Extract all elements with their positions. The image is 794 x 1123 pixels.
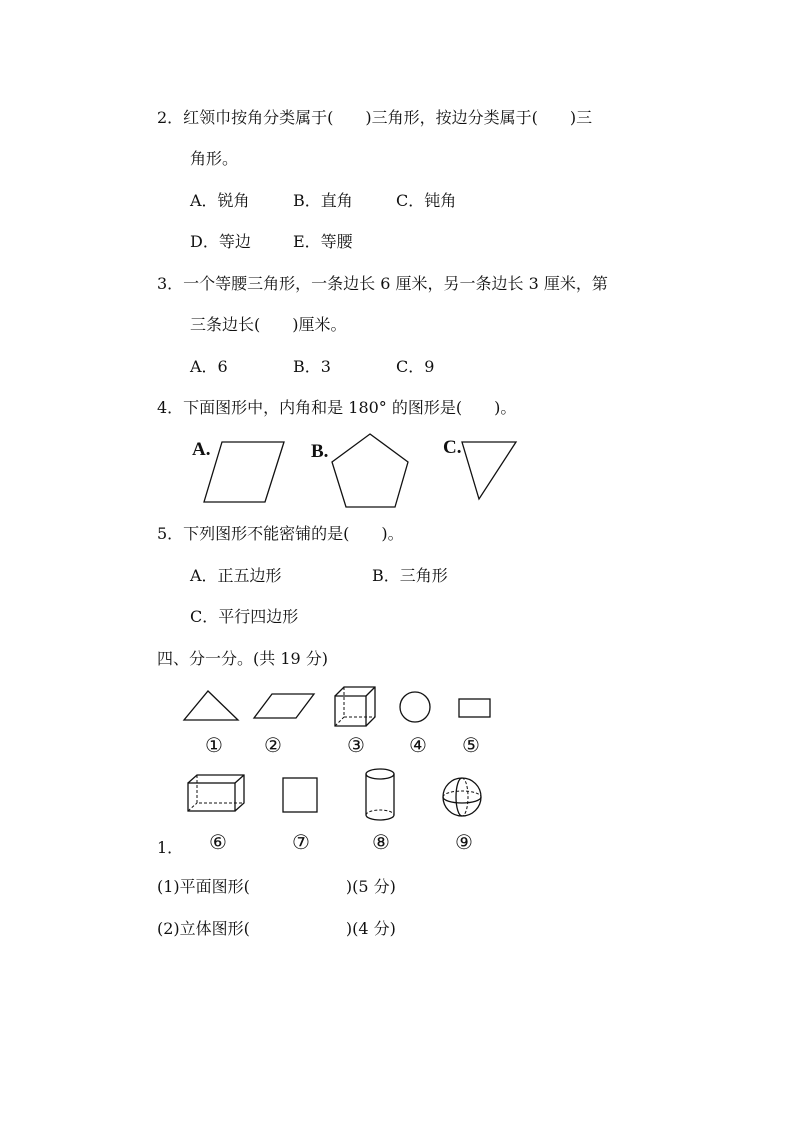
q4-stem: 4．下面图形中，内角和是 180° 的图形是( )。 bbox=[157, 398, 517, 417]
q3-option-b: B．3 bbox=[293, 357, 331, 376]
q3-stem-line1: 3．一个等腰三角形，一条边长 6 厘米，另一条边长 3 厘米，第 bbox=[157, 274, 608, 293]
label-7: ⑦ bbox=[292, 830, 310, 854]
q2-stem-line2: 角形。 bbox=[190, 149, 239, 168]
q3-option-a: A．6 bbox=[190, 357, 228, 376]
q4-label-a: A. bbox=[192, 439, 211, 460]
q5-option-b: B．三角形 bbox=[372, 566, 448, 585]
sub-question-2: (2)立体图形( )(4 分) bbox=[157, 919, 396, 938]
label-4: ④ bbox=[409, 733, 427, 757]
q2-option-c: C．钝角 bbox=[396, 191, 457, 210]
q2-option-a: A．锐角 bbox=[190, 191, 250, 210]
q3-option-c: C．9 bbox=[396, 357, 435, 376]
label-1: ① bbox=[205, 733, 223, 757]
label-3: ③ bbox=[347, 733, 365, 757]
q4-label-c: C. bbox=[443, 437, 462, 458]
q1-number: 1． bbox=[157, 838, 184, 857]
sub-question-1: (1)平面图形( )(5 分) bbox=[157, 877, 396, 896]
label-2: ② bbox=[264, 733, 282, 757]
q5-stem: 5．下列图形不能密铺的是( )。 bbox=[157, 524, 404, 543]
q2-stem-line1: 2．红领巾按角分类属于( )三角形，按边分类属于( )三 bbox=[157, 108, 593, 127]
q5-option-a: A．正五边形 bbox=[190, 566, 282, 585]
label-6: ⑥ bbox=[209, 830, 227, 854]
q2-option-e: E．等腰 bbox=[293, 232, 353, 251]
q2-option-d: D．等边 bbox=[190, 232, 251, 251]
q3-stem-line2: 三条边长( )厘米。 bbox=[190, 315, 347, 334]
label-5: ⑤ bbox=[462, 733, 480, 757]
label-9: ⑨ bbox=[455, 830, 473, 854]
section4-heading: 四、分一分。(共 19 分) bbox=[157, 649, 329, 668]
label-8: ⑧ bbox=[372, 830, 390, 854]
q2-option-b: B．直角 bbox=[293, 191, 353, 210]
q5-option-c: C．平行四边形 bbox=[190, 607, 299, 626]
q4-label-b: B. bbox=[311, 441, 329, 462]
